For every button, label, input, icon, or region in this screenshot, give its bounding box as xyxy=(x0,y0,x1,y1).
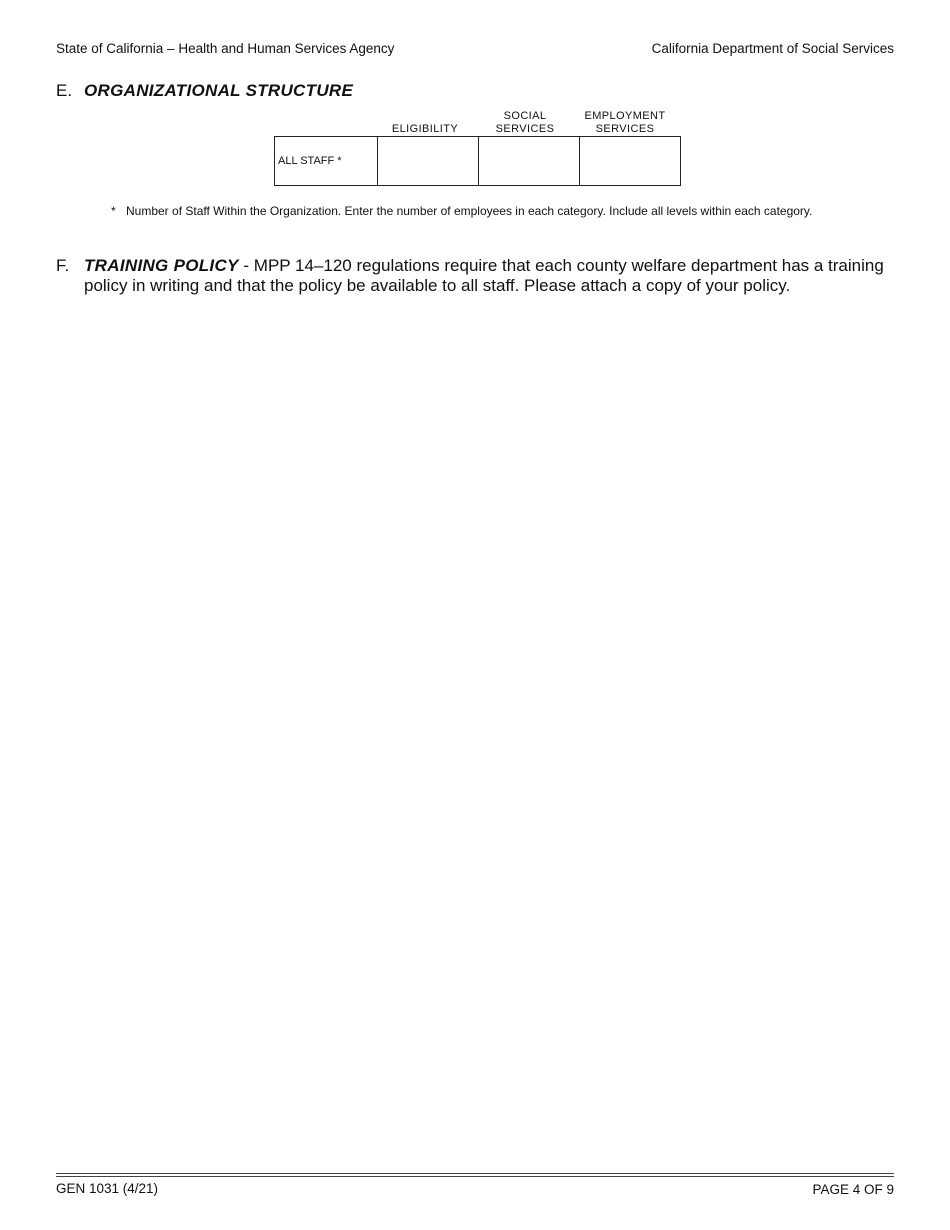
social-services-staff-count-field[interactable] xyxy=(479,137,579,185)
employment-services-staff-count-field[interactable] xyxy=(580,137,680,185)
column-header-eligibility xyxy=(375,123,475,136)
header-agency: State of California – Health and Human Services Agency xyxy=(56,41,395,56)
cell-employment-services xyxy=(580,137,681,186)
column-header-line: EMPLOYMENT xyxy=(584,110,666,122)
section-f-letter: F. xyxy=(56,256,70,275)
column-header-line: ELIGIBILITY xyxy=(391,123,459,135)
section-e-title: ORGANIZATIONAL STRUCTURE xyxy=(84,81,354,100)
header-department: California Department of Social Services xyxy=(651,41,894,56)
cell-social-services xyxy=(479,137,580,186)
column-header-line: SOCIAL xyxy=(503,110,547,122)
section-f-title: TRAINING POLICY xyxy=(84,256,239,275)
column-header-social-services xyxy=(475,110,575,136)
footer-rule xyxy=(56,1176,894,1177)
section-f-text: - MPP 14–120 regulations require that each county welfare department has a training policy in writing and that the policy be available to all staff. Please attach a copy of your policy. xyxy=(84,256,884,295)
column-header-line: SERVICES xyxy=(495,123,555,135)
column-header-line: SERVICES xyxy=(595,123,655,135)
footer-form-id: GEN 1031 (4/21) xyxy=(56,1181,159,1196)
staff-count-table xyxy=(274,136,681,186)
footer-page-number: PAGE 4 OF 9 xyxy=(812,1182,894,1197)
section-f-paragraph xyxy=(84,256,904,296)
footnote-marker: * xyxy=(111,204,116,218)
row-label-all-staff: ALL STAFF * xyxy=(275,137,378,186)
cell-eligibility xyxy=(378,137,479,186)
section-e-letter: E. xyxy=(56,81,73,100)
column-header-employment-services xyxy=(575,110,675,136)
eligibility-staff-count-field[interactable] xyxy=(378,137,478,185)
footnote-text: Number of Staff Within the Organization. Enter the number of employees in each category. Include all levels within each category. xyxy=(126,204,813,218)
footer-rule xyxy=(56,1173,894,1174)
table-row xyxy=(275,137,681,186)
